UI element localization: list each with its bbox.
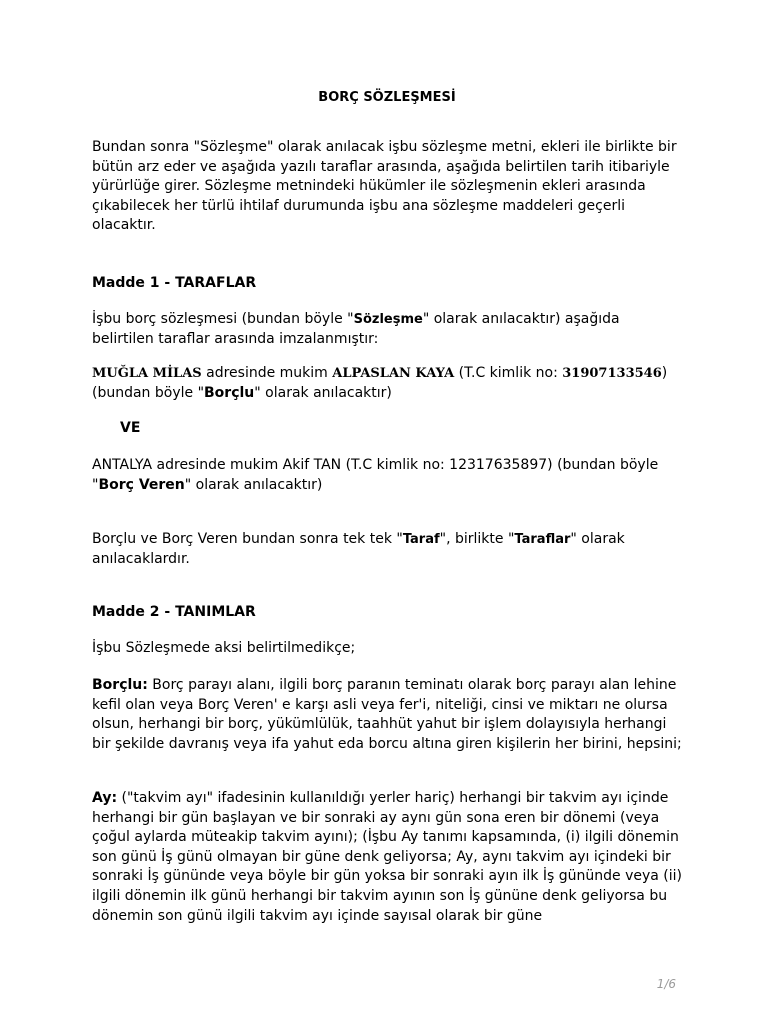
intro-paragraph: Bundan sonra "Sözleşme" olarak anılacak işbu sözleşme metni, ekleri ile birlikte bir bütün arz eder ve aşağıda yazılı taraflar arasında, aşağıda belirtilen tarih itibariyle yürürlüğe girer. Sözleşme metnindeki hükümler ile sözleşmenin ekleri arasında çıkabilecek her türlü ihtilaf durumunda işbu ana sözleşme maddeleri geçerli olacaktır.: [92, 139, 677, 234]
madde2-heading: Madde 2 - TANIMLAR: [92, 604, 256, 620]
text-span: adresinde mukim: [201, 365, 333, 381]
borclu-role: Borçlu: [204, 384, 255, 401]
text-span: " olarak anılacaktır): [254, 384, 392, 401]
madde2-intro: İşbu Sözleşmede aksi belirtilmedikçe;: [92, 640, 356, 656]
borclu-party-paragraph: [92, 364, 682, 403]
text-span: İşbu borç sözleşmesi (bundan böyle ": [92, 311, 354, 327]
borc-veren-party-paragraph: [92, 456, 682, 495]
borclu-definition: [92, 676, 682, 754]
text-span: Borçlu ve Borç Veren bundan sonra tek tek ": [92, 531, 403, 547]
taraf-term: Taraf: [402, 532, 440, 547]
text-span: ANTALYA adresinde mukim Akif TAN (T.C kimlik no: 12317635897) (bundan böyle ": [92, 457, 659, 493]
taraf-definition-paragraph: [92, 530, 682, 569]
borclu-term: Borçlu:: [92, 677, 148, 693]
sozlesme-term: Sözleşme: [353, 312, 423, 327]
text-span: ) (bundan böyle ": [92, 365, 668, 401]
ay-definition: [92, 789, 682, 926]
ay-term: Ay:: [92, 790, 118, 806]
borclu-city: MUĞLA MİLAS: [92, 366, 202, 381]
text-span: " olarak anılacaktır) aşağıda belirtilen taraflar arasında imzalanmıştır:: [92, 311, 620, 347]
text-span: " olarak anılacaklardır.: [92, 531, 625, 567]
text-span: Borç parayı alanı, ilgili borç paranın teminatı olarak borç parayı alan lehine kefil olan veya Borç Veren' e karşı asli veya fer'i, niteliği, cinsi ve miktarı ne olursa olsun, herhangi bir borç, yükümlülük, taahhüt yahut bir işlem dolayısıyla herhangi bir şekilde davranış veya ifa yahut eda borcu altına giren kişilerin her birini, hepsini;: [92, 677, 682, 752]
madde1-heading: Madde 1 - TARAFLAR: [92, 275, 257, 291]
text-span: " olarak anılacaktır): [184, 476, 323, 493]
text-span: ("takvim ayı" ifadesinin kullanıldığı yerler hariç) herhangi bir takvim ayı içinde herhangi bir gün başlayan ve bir sonraki ay aynı gün sona eren bir dönemi (veya çoğul aylarda müteakip takvim ayını); (İşbu Ay tanımı kapsamında, (i) ilgili dönemin son günü İş günü olmayan bir güne denk geliyorsa; Ay, aynı takvim ayı içindeki bir sonraki İş gününde veya böyle bir gün yoksa bir sonraki ayın ilk İş gününde veya (ii) ilgili dönemin ilk günü herhangi bir takvim ayının son İş gününe denk geliyorsa bu dönemin son günü ilgili takvim ayı içinde sayısal olarak bir güne: [92, 790, 682, 924]
document-title: BORÇ SÖZLEŞMESİ: [318, 90, 456, 105]
taraflar-term: Taraflar: [514, 532, 571, 547]
text-span: ", birlikte ": [439, 531, 515, 547]
text-span: (T.C kimlik no:: [454, 365, 563, 381]
madde1-paragraph: [92, 310, 682, 349]
borc-veren-role: Borç Veren: [98, 476, 185, 493]
page-number: 1/6: [656, 977, 676, 991]
borclu-tc-number: 31907133546: [562, 366, 662, 381]
borclu-name: ALPASLAN KAYA: [332, 366, 455, 381]
ve-conjunction: VE: [120, 420, 141, 436]
